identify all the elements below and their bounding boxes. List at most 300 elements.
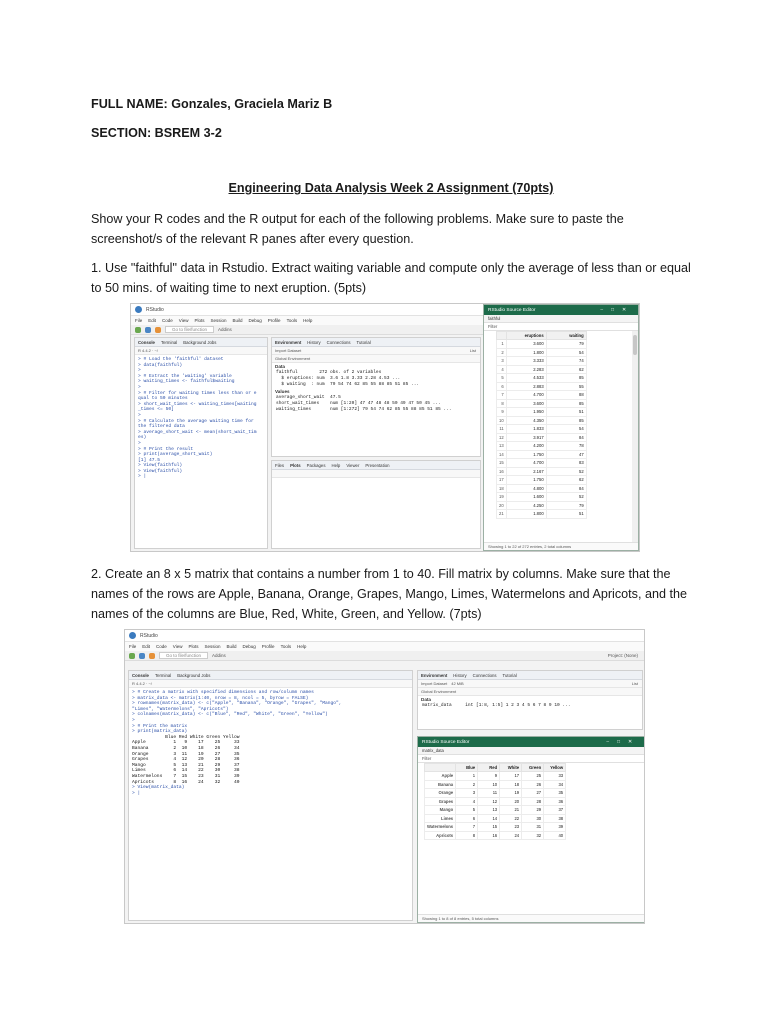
tab-console[interactable]: Console [138, 339, 155, 345]
console-line: [1] 47.5 [138, 457, 161, 463]
tab-tutorial[interactable]: Tutorial [356, 339, 371, 345]
console-line: Mango 5 13 21 29 37 [132, 762, 240, 768]
table-cell: 54 [546, 425, 586, 434]
table-cell: 12 [478, 797, 500, 806]
source-editor-title: RStudio Source Editor [488, 307, 536, 313]
console-line: > # Extract the 'waiting' variable [138, 373, 232, 379]
table-cell: 30 [522, 814, 544, 823]
tab-history[interactable]: History [307, 339, 321, 345]
filter-button[interactable]: Filter [488, 324, 498, 329]
table-row [425, 789, 566, 798]
table-cell: 1.800 [506, 510, 546, 519]
table-status: Showing 1 to 22 of 272 entries, 2 total columns [484, 542, 638, 550]
menu-file[interactable]: File [135, 318, 143, 323]
table-row [497, 484, 587, 493]
row-name-cell: 11 [497, 425, 507, 434]
row-name-cell: 4 [497, 365, 507, 374]
console-line: > print(average_short_wait) [138, 452, 213, 458]
table-cell: 52 [546, 467, 586, 476]
table-cell: 51 [546, 510, 586, 519]
environment-pane [417, 670, 643, 730]
rstudio-logo-icon [129, 632, 136, 639]
table-cell: 6 [456, 814, 478, 823]
table-cell: 9 [478, 772, 500, 781]
env-tabs [272, 338, 480, 347]
menu-edit[interactable]: Edit [142, 644, 151, 649]
row-name-cell: 5 [497, 374, 507, 383]
tab-environment[interactable]: Environment [275, 339, 302, 345]
table-row [425, 780, 566, 789]
menu-build[interactable]: Build [226, 644, 237, 649]
table-cell: 85 [546, 399, 586, 408]
open-file-icon[interactable] [139, 653, 145, 659]
table-cell: 35 [544, 789, 566, 798]
console-pane [128, 670, 413, 921]
list-view-toggle[interactable]: List [631, 681, 638, 686]
table-cell: 14 [478, 814, 500, 823]
row-name-cell: 20 [497, 501, 507, 510]
tab-presentation[interactable]: Presentation [365, 462, 390, 468]
source-editor-window-1 [483, 304, 639, 551]
window-controls-icon[interactable]: –□✕ [606, 739, 640, 745]
table-cell: 51 [546, 408, 586, 417]
table-cell: 4.800 [506, 484, 546, 493]
table-cell: 18 [500, 780, 522, 789]
environment-pane [271, 337, 481, 457]
row-name-cell: Banana [425, 780, 456, 789]
table-row [425, 831, 566, 840]
menu-plots[interactable]: Plots [194, 318, 205, 323]
row-name-cell: 6 [497, 382, 507, 391]
table-cell: 19 [500, 789, 522, 798]
console-line: > waiting_times <- faithful$waiting [138, 379, 235, 385]
files-tabs [272, 461, 480, 470]
console-line: the filtered data [138, 424, 185, 430]
window-title: RStudio [140, 632, 158, 639]
project-menu[interactable]: Project: (None) [607, 653, 638, 658]
column-header[interactable]: White [500, 764, 522, 772]
addins-menu[interactable]: Addins [212, 653, 226, 658]
env-toolbar [272, 347, 480, 355]
env-data-header: Data [421, 697, 431, 702]
console-line: > matrix_data <- matrix(1:40, nrow = 8, ncol = 5, byrow = FALSE) [132, 695, 309, 701]
table-cell: 1.750 [506, 476, 546, 485]
memory-usage[interactable]: 42 MiB [451, 681, 464, 686]
source-tab-matrix-data[interactable]: matrix_data [418, 747, 644, 755]
table-cell: 1.600 [506, 493, 546, 502]
save-icon[interactable] [149, 653, 155, 659]
table-cell: 38 [544, 814, 566, 823]
table-row [497, 365, 587, 374]
tab-environment[interactable]: Environment [421, 672, 448, 678]
global-env-selector[interactable]: Global Environment [272, 355, 480, 363]
scrollbar[interactable] [632, 331, 638, 542]
tab-connections[interactable]: Connections [326, 339, 351, 345]
table-cell: 62 [546, 476, 586, 485]
table-cell: 2.883 [506, 382, 546, 391]
tab-terminal[interactable]: Terminal [154, 672, 172, 678]
rstudio-titlebar [125, 630, 644, 642]
console-tabs [135, 338, 267, 347]
table-row [425, 772, 566, 781]
new-file-icon[interactable] [129, 653, 135, 659]
table-row [497, 382, 587, 391]
table-cell: 24 [500, 831, 522, 840]
table-cell: 31 [522, 823, 544, 832]
console-line: > rownames(matrix_data) <- c("Apple", "Banana", "Orange", "Grapes", "Mango", [132, 701, 342, 707]
row-name-cell: Mango [425, 806, 456, 815]
tab-history[interactable]: History [453, 672, 467, 678]
table-cell: 21 [500, 806, 522, 815]
table-cell: 3.600 [506, 399, 546, 408]
menu-help[interactable]: Help [297, 644, 307, 649]
main-toolbar [125, 651, 644, 661]
tab-plots[interactable]: Plots [290, 462, 301, 468]
table-cell: 4.350 [506, 416, 546, 425]
menu-view[interactable]: View [178, 318, 189, 323]
console-path: R 4.4.2 · ~/ [129, 680, 412, 688]
console-line: Grapes 4 12 20 28 36 [132, 757, 240, 763]
table-cell: 79 [546, 340, 586, 349]
console-line: > colnames(matrix_data) <- c("Blue", "Red", "White", "Green", "Yellow") [132, 712, 328, 718]
tab-tutorial[interactable]: Tutorial [502, 672, 517, 678]
console-line: > [138, 384, 141, 390]
column-header[interactable]: Red [478, 764, 500, 772]
table-cell: 1.750 [506, 450, 546, 459]
table-cell: 33 [544, 772, 566, 781]
table-cell: 10 [478, 780, 500, 789]
row-name-cell: 16 [497, 467, 507, 476]
tab-background-jobs[interactable]: Background Jobs [183, 339, 217, 345]
env-values-header: Values [275, 389, 290, 394]
goto-file-input[interactable]: Go to file/function [165, 326, 214, 333]
row-name-cell: 21 [497, 510, 507, 519]
row-name-cell: 8 [497, 399, 507, 408]
table-cell: 4.533 [506, 374, 546, 383]
rstudio-screenshot-2 [124, 629, 645, 924]
table-row [497, 348, 587, 357]
full-name-line [91, 94, 691, 114]
table-cell: 36 [544, 797, 566, 806]
env-data-list [418, 703, 642, 709]
filter-bar [484, 323, 638, 331]
console-line: > [138, 412, 141, 418]
console-path: R 4.4.2 · ~/ [135, 347, 267, 355]
console-line: > # Calculate the average waiting time for [138, 418, 254, 424]
column-header[interactable]: Yellow [544, 764, 566, 772]
table-row [497, 442, 587, 451]
table-cell: 3.600 [506, 340, 546, 349]
filter-button[interactable]: Filter [422, 756, 432, 761]
console-line: > # Filter for waiting times less than or e [138, 390, 257, 396]
tab-connections[interactable]: Connections [472, 672, 497, 678]
table-cell: 4.200 [506, 442, 546, 451]
env-tabs [418, 671, 642, 680]
table-row [425, 797, 566, 806]
table-cell: 32 [522, 831, 544, 840]
table-cell: 23 [500, 823, 522, 832]
row-name-cell: 9 [497, 408, 507, 417]
table-cell: 22 [500, 814, 522, 823]
row-name-cell: Limes [425, 814, 456, 823]
table-row [497, 476, 587, 485]
row-name-cell: 10 [497, 416, 507, 425]
plots-toolbar [272, 470, 480, 478]
menu-debug[interactable]: Debug [242, 644, 256, 649]
column-header[interactable]: eruptions [506, 332, 546, 340]
table-cell: 40 [544, 831, 566, 840]
console-line: "Limes", "Watermelons", "Apricots") [132, 706, 229, 712]
table-cell: 13 [478, 806, 500, 815]
tab-console[interactable]: Console [132, 672, 149, 678]
console-line: > | [132, 790, 141, 796]
console-line: > short_wait_times <- waiting_times[waiting [138, 401, 257, 407]
row-name-cell: 7 [497, 391, 507, 400]
console-line: Orange 3 11 19 27 35 [132, 751, 240, 757]
table-cell: 28 [522, 797, 544, 806]
tab-viewer[interactable]: Viewer [346, 462, 360, 468]
section-value: : BSREM 3-2 [146, 126, 222, 140]
table-row [497, 467, 587, 476]
console-line: average_short_wait 47.5 [276, 395, 341, 400]
table-corner-header [425, 764, 456, 772]
table-cell: 84 [546, 484, 586, 493]
source-tab-faithful[interactable]: faithful [484, 315, 638, 323]
row-name-cell: 1 [497, 340, 507, 349]
console-line: _times <= 50] [138, 407, 174, 413]
goto-file-input[interactable]: Go to file/function [159, 652, 208, 659]
table-cell: 52 [546, 493, 586, 502]
global-env-selector[interactable]: Global Environment [418, 688, 642, 696]
console-line: matrix_data int [1:8, 1:5] 1 2 3 4 5 6 7 8 9 10 ... [422, 703, 571, 708]
column-header[interactable]: Green [522, 764, 544, 772]
table-cell: 85 [546, 374, 586, 383]
table-cell: 29 [522, 806, 544, 815]
table-cell: 54 [546, 348, 586, 357]
table-cell: 4.700 [506, 391, 546, 400]
table-row [497, 357, 587, 366]
console-line: > [132, 717, 135, 723]
menu-profile[interactable]: Profile [267, 318, 281, 323]
env-data-list [272, 370, 480, 388]
row-name-cell: 17 [497, 476, 507, 485]
table-cell: 79 [546, 501, 586, 510]
filter-bar [418, 755, 644, 763]
table-row [425, 814, 566, 823]
table-row [497, 425, 587, 434]
table-cell: 62 [546, 365, 586, 374]
console-line: qual to 50 minutes [138, 396, 188, 402]
table-status: Showing 1 to 8 of 8 entries, 5 total columns [418, 914, 644, 922]
env-toolbar [418, 680, 642, 688]
table-row [497, 493, 587, 502]
menu-build[interactable]: Build [232, 318, 243, 323]
table-row [497, 399, 587, 408]
menu-file[interactable]: File [129, 644, 137, 649]
console-line: > | [138, 474, 147, 480]
menu-profile[interactable]: Profile [261, 644, 275, 649]
menu-help[interactable]: Help [303, 318, 313, 323]
tab-help[interactable]: Help [331, 462, 341, 468]
full-name-value: Gonzales, Graciela Mariz B [171, 97, 333, 111]
menu-code[interactable]: Code [156, 644, 167, 649]
menu-session[interactable]: Session [204, 644, 221, 649]
console-line: Watermelons 7 15 23 31 39 [132, 773, 240, 779]
table-cell: 85 [546, 416, 586, 425]
table-cell: 1 [456, 772, 478, 781]
row-name-cell: Apricots [425, 831, 456, 840]
files-pane [271, 460, 481, 549]
table-cell: 55 [546, 382, 586, 391]
menu-plots[interactable]: Plots [188, 644, 199, 649]
console-line: > print(matrix_data) [132, 729, 188, 735]
console-line: > # Load the 'faithful' dataset [138, 357, 224, 362]
section-line [91, 123, 691, 143]
menu-tools[interactable]: Tools [280, 644, 292, 649]
column-header[interactable]: waiting [546, 332, 586, 340]
menu-bar [125, 642, 644, 651]
window-controls-icon[interactable]: –□✕ [600, 307, 634, 313]
column-header[interactable]: Blue [456, 764, 478, 772]
table-cell: 3 [456, 789, 478, 798]
table-cell: 3.917 [506, 433, 546, 442]
table-row [425, 806, 566, 815]
table-cell: 2.167 [506, 467, 546, 476]
full-name-label: FULL NAME: [91, 97, 168, 111]
matrix-data-table [424, 763, 566, 840]
table-cell: 5 [456, 806, 478, 815]
console-line: waiting_times num [1:272] 79 54 74 62 85 55 88 85 51 85 ... [276, 407, 452, 412]
table-cell: 4.250 [506, 501, 546, 510]
menu-code[interactable]: Code [162, 318, 173, 323]
env-values-list [272, 395, 480, 413]
console-line: > average_short_wait <- mean(short_wait_tim [138, 429, 257, 435]
console-line: > data(faithful) [138, 362, 183, 368]
table-cell: 3.333 [506, 357, 546, 366]
console-line: Limes 6 14 22 30 38 [132, 768, 240, 774]
table-cell: 37 [544, 806, 566, 815]
window-title: RStudio [146, 306, 164, 313]
import-dataset-button[interactable]: Import Dataset [275, 348, 302, 353]
table-cell: 84 [546, 433, 586, 442]
console-line: > # Print the matrix [132, 723, 188, 729]
row-name-cell: Grapes [425, 797, 456, 806]
row-name-cell: Apple [425, 772, 456, 781]
question-2: 2. Create an 8 x 5 matrix that contains a number from 1 to 40. Fill matrix by columns. Make sure that the names of the rows are Apple, Banana, Orange, Grapes, Mango, Limes, Watermelons and Apricots, and the names of the columns are Blue, Red, White, Green, and Yellow. (7pts) [91, 567, 687, 621]
row-name-cell: Watermelons [425, 823, 456, 832]
table-cell: 47 [546, 450, 586, 459]
table-cell: 16 [478, 831, 500, 840]
menu-debug[interactable]: Debug [248, 318, 262, 323]
table-cell: 2.283 [506, 365, 546, 374]
tab-terminal[interactable]: Terminal [160, 339, 178, 345]
table-cell: 17 [500, 772, 522, 781]
console-line: > [138, 440, 141, 446]
table-row [497, 408, 587, 417]
table-row [497, 510, 587, 519]
console-line: es) [138, 435, 147, 441]
import-dataset-button[interactable]: Import Dataset [421, 681, 448, 686]
rstudio-screenshot-1 [130, 303, 640, 552]
table-cell: 26 [522, 780, 544, 789]
console-tabs [129, 671, 412, 680]
console-line: Blue Red White Green Yellow [132, 734, 240, 740]
table-cell: 78 [546, 442, 586, 451]
console-line: $ waiting : num 79 54 74 62 85 55 88 85 51 85 ... [276, 382, 420, 387]
table-cell: 20 [500, 797, 522, 806]
table-cell: 1.833 [506, 425, 546, 434]
menu-session[interactable]: Session [210, 318, 227, 323]
console-line: Banana 2 10 18 26 34 [132, 745, 240, 751]
addins-menu[interactable]: Addins [218, 327, 232, 332]
table-row [497, 433, 587, 442]
table-cell: 1.950 [506, 408, 546, 417]
console-line: > [138, 368, 141, 374]
console-output[interactable] [129, 688, 412, 798]
open-file-icon[interactable] [145, 327, 151, 333]
menu-view[interactable]: View [172, 644, 183, 649]
source-editor-window-2 [417, 736, 645, 923]
console-line: Apricots 8 16 24 32 40 [132, 779, 240, 785]
tab-packages[interactable]: Packages [306, 462, 326, 468]
row-name-cell: 18 [497, 484, 507, 493]
section-label: SECTION [91, 126, 147, 140]
table-cell: 11 [478, 789, 500, 798]
menu-edit[interactable]: Edit [148, 318, 157, 323]
table-cell: 27 [522, 789, 544, 798]
table-corner-header [497, 332, 507, 340]
table-row [425, 823, 566, 832]
save-icon[interactable] [155, 327, 161, 333]
table-cell: 1.800 [506, 348, 546, 357]
table-cell: 88 [546, 391, 586, 400]
menu-tools[interactable]: Tools [286, 318, 298, 323]
table-cell: 15 [478, 823, 500, 832]
console-line: short_wait_times num [1:20] 47 47 48 48 50 49 47 50 45 ... [276, 401, 441, 406]
tab-background-jobs[interactable]: Background Jobs [177, 672, 211, 678]
table-row [497, 391, 587, 400]
table-cell: 4.700 [506, 459, 546, 468]
table-cell: 83 [546, 459, 586, 468]
assignment-title: Engineering Data Analysis Week 2 Assignment (70pts) [228, 181, 554, 195]
console-output[interactable] [135, 355, 267, 482]
faithful-data-table [496, 331, 587, 519]
row-name-cell: 19 [497, 493, 507, 502]
table-row [497, 459, 587, 468]
row-name-cell: 2 [497, 348, 507, 357]
console-line: > View(faithful) [138, 468, 183, 474]
console-line: $ eruptions: num 3.6 1.8 3.33 2.28 4.53 ... [276, 376, 401, 381]
console-line: > # Print the result [138, 446, 194, 452]
console-line: > View(faithful) [138, 463, 183, 469]
question-1: 1. Use "faithful" data in Rstudio. Extract waiting variable and compute only the average of less than or equal to 50 mins. of waiting time to next eruption. (5pts) [91, 261, 691, 295]
source-editor-titlebar [418, 737, 644, 747]
console-line: faithful 272 obs. of 2 variables [276, 370, 382, 375]
table-row [497, 374, 587, 383]
row-name-cell: 3 [497, 357, 507, 366]
table-row [497, 416, 587, 425]
row-name-cell: 13 [497, 442, 507, 451]
list-view-toggle[interactable]: List [469, 348, 476, 353]
table-cell: 74 [546, 357, 586, 366]
table-row [497, 340, 587, 349]
table-cell: 4 [456, 797, 478, 806]
table-cell: 8 [456, 831, 478, 840]
new-file-icon[interactable] [135, 327, 141, 333]
tab-files[interactable]: Files [275, 462, 285, 468]
table-row [497, 450, 587, 459]
table-cell: 34 [544, 780, 566, 789]
